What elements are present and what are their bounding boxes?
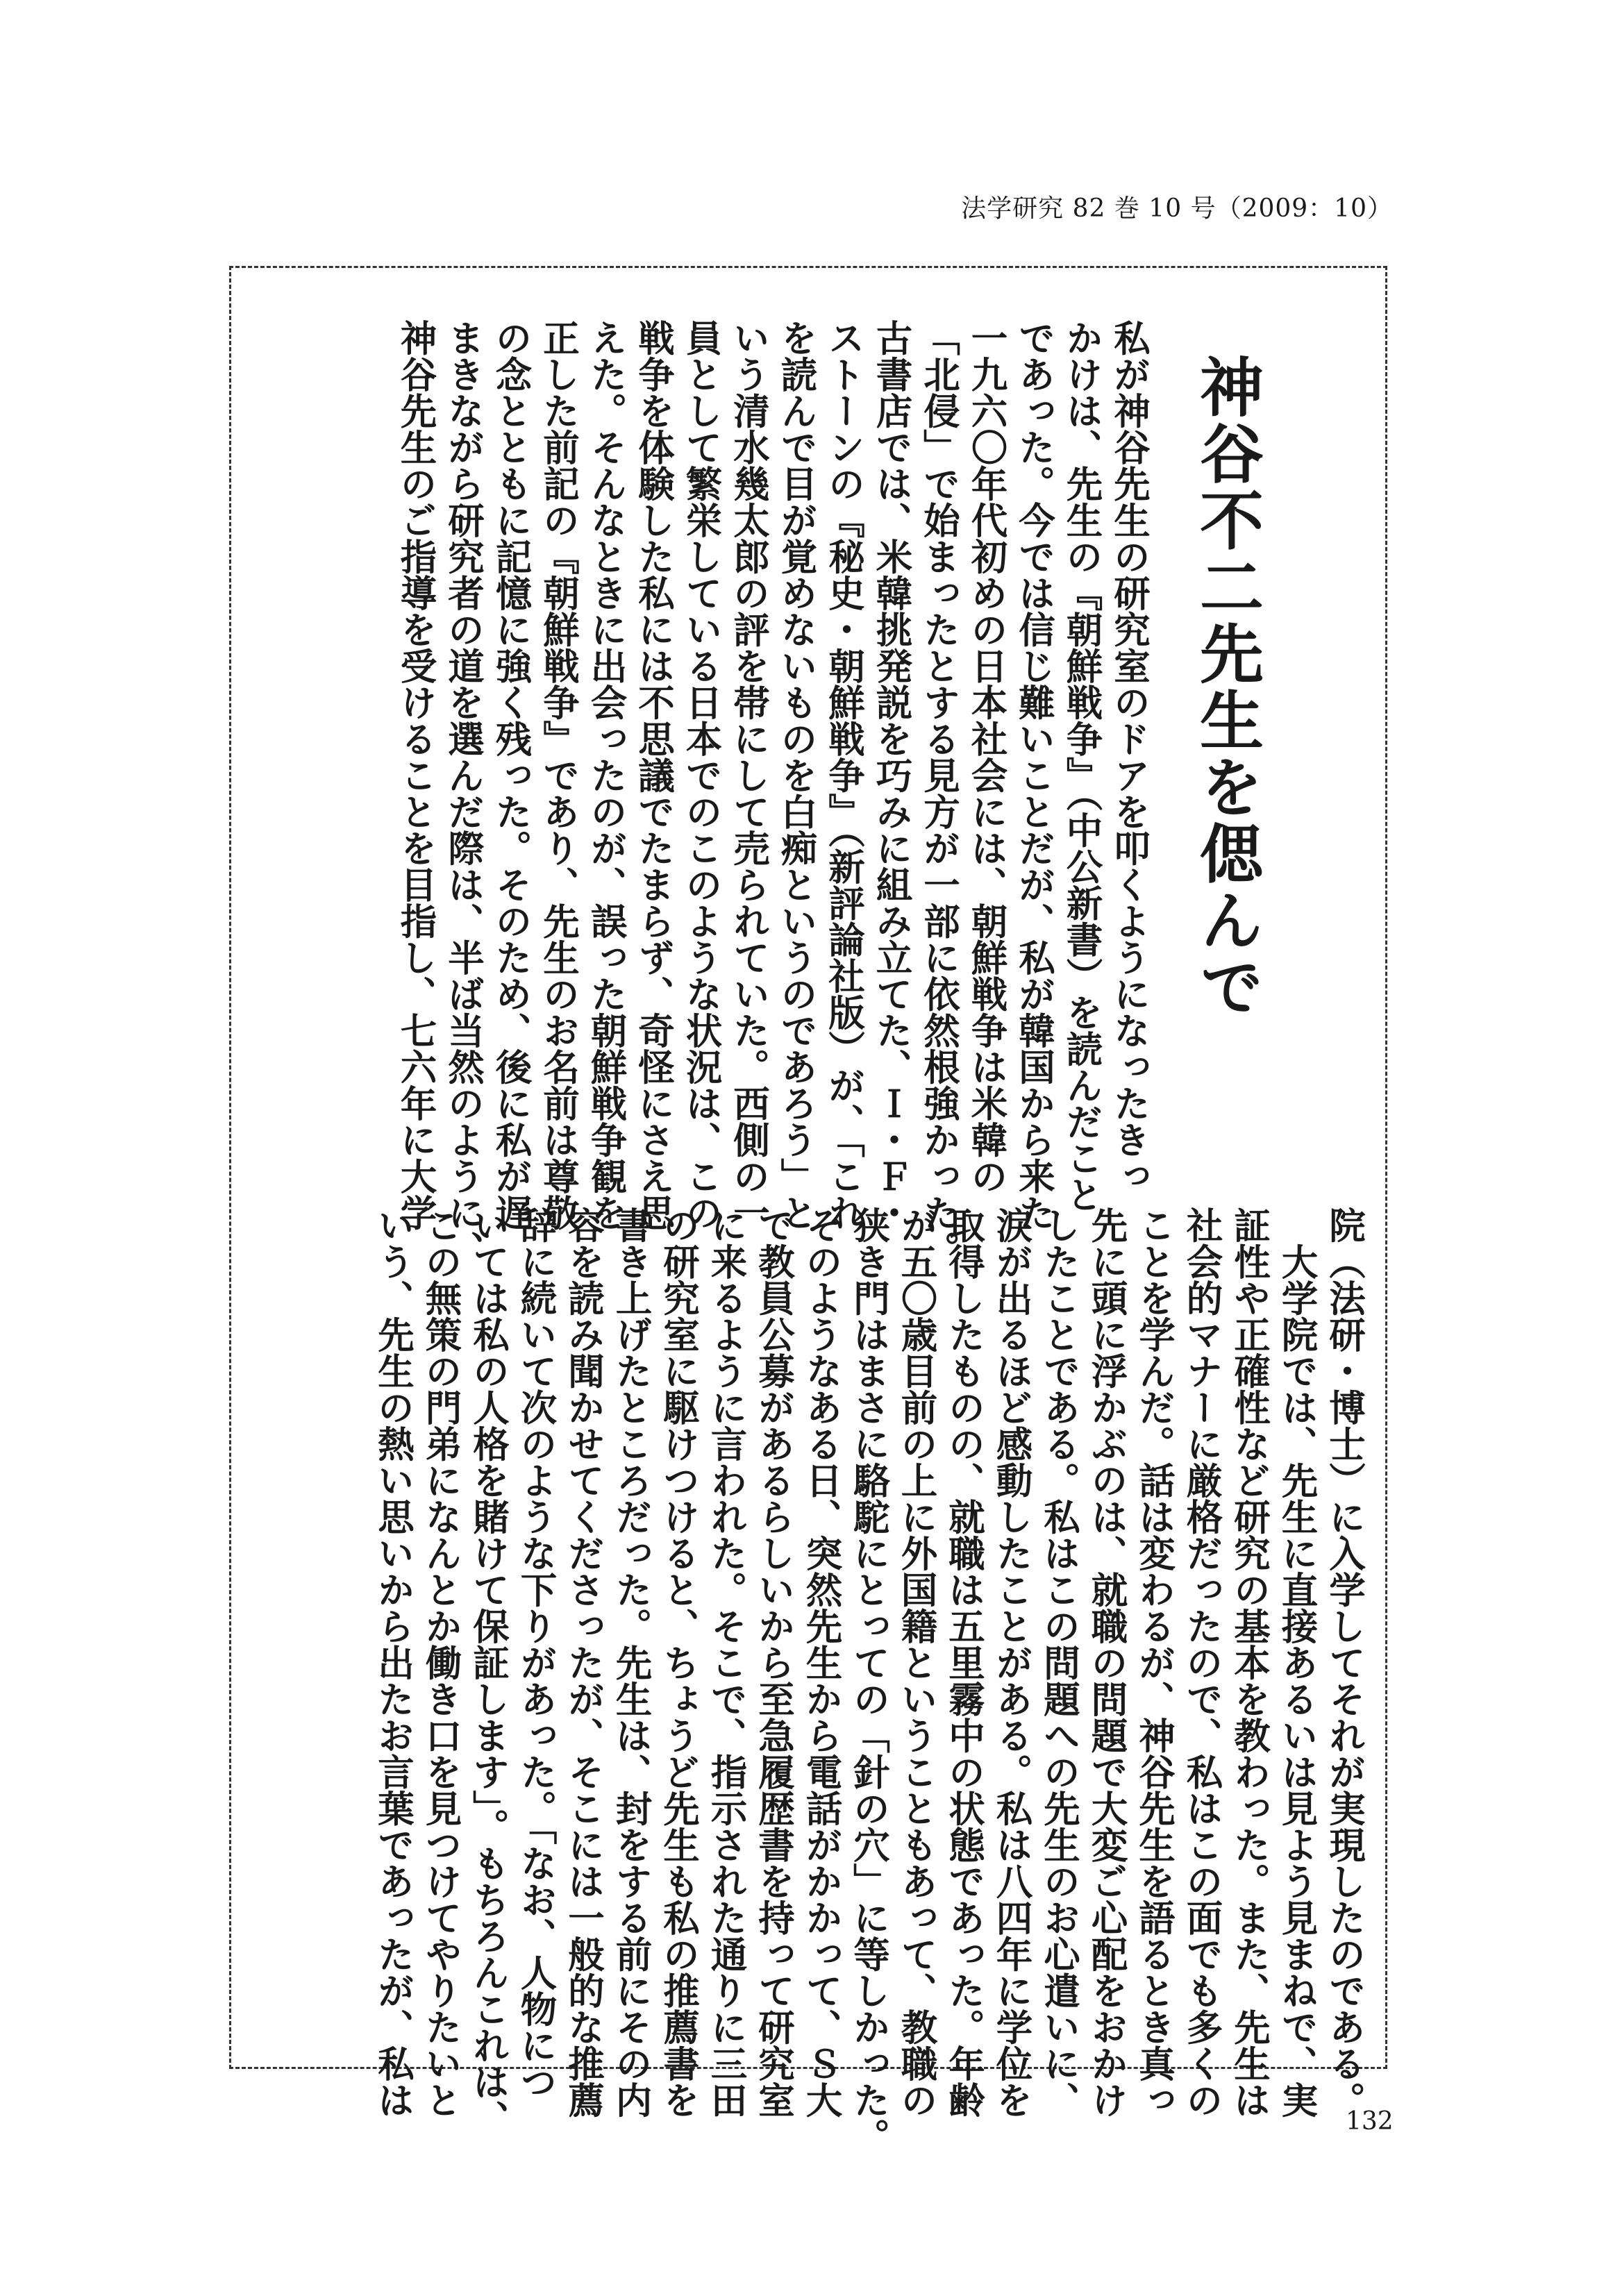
text-column: で教員公募があるらしいから至急履歴書を持って研究室 xyxy=(753,1207,795,2118)
text-column: の研究室に駆けつけると、ちょうど先生も私の推薦書を xyxy=(658,1207,700,2118)
text-column: が五〇歳目前の上に外国籍ということもあって、教職の xyxy=(895,1207,938,2118)
text-column: ストーンの『秘史・朝鮮戦争』（新評論社版）が、「これ xyxy=(823,319,865,1231)
text-column: 員として繁栄している日本でのこのような状況は、この xyxy=(680,319,723,1231)
text-column: ことを学んだ。話は変わるが、神谷先生を語るとき真っ xyxy=(1133,1207,1176,2118)
text-column: 院（法研・博士）に入学してそれが実現したのである。 xyxy=(1323,1207,1366,2118)
text-column: 戦争を体験した私には不思議でたまらず、奇怪にさえ思 xyxy=(633,319,675,1231)
text-column: 取得したものの、就職は五里霧中の状態であった。年齢 xyxy=(943,1207,985,2118)
text-column: 正した前記の『朝鮮戦争』であり、先生のお名前は尊敬 xyxy=(537,319,580,1231)
text-column: そのようなある日、突然先生から電話がかかって、Ｓ大 xyxy=(800,1207,843,2118)
text-column: 書き上げたところだった。先生は、封をする前にその内 xyxy=(610,1207,653,2118)
text-column: 大学院では、先生に直接あるいは見よう見まねで、実 xyxy=(1276,1207,1319,2118)
text-column: 私が神谷先生の研究室のドアを叩くようになったきっ xyxy=(1108,319,1151,1194)
body-upper-block xyxy=(222,319,1153,1267)
text-column: したことである。私はこの問題への先生のお心遣いに、 xyxy=(1038,1207,1080,2118)
journal-header: 法学研究 82 巻 10 号（2009：10） xyxy=(961,194,1393,223)
text-column: 古書店では、米韓挑発説を巧みに組み立てた、Ｉ・Ｆ・ xyxy=(870,319,913,1231)
text-column: 証性や正確性など研究の基本を教わった。また、先生は xyxy=(1228,1207,1271,2118)
text-column: いう、先生の熱い思いから出たお言葉であったが、私は xyxy=(372,1207,415,2118)
text-column: 辞に続いて次のような下りがあった。「なお、人物につ xyxy=(515,1207,558,2100)
text-column: いては私の人格を賭けて保証します」。もちろんこれは、 xyxy=(467,1207,510,2136)
text-column: 一九六〇年代初めの日本社会には、朝鮮戦争は米韓の xyxy=(965,319,1008,1194)
body-lower-block xyxy=(229,1207,1368,2154)
text-column: に来るように言われた。そこで、指示された通りに三田 xyxy=(705,1207,748,2118)
text-column: 狭き門はまさに駱駝にとっての「針の穴」に等しかった。 xyxy=(848,1207,890,2154)
text-column: 社会的マナーに厳格だったので、私はこの面でも多くの xyxy=(1180,1207,1223,2118)
text-column: 先に頭に浮かぶのは、就職の問題で大変ご心配をおかけ xyxy=(1085,1207,1128,2118)
text-column: であった。今では信じ難いことだが、私が韓国から来た xyxy=(1013,319,1055,1231)
page-number: 132 xyxy=(1346,2107,1394,2136)
text-column: を読んで目が覚めないものを白痴というのであろう」と xyxy=(775,319,818,1231)
text-column: この無策の門弟になんとか働き口を見つけてやりたいと xyxy=(419,1207,462,2118)
text-column: 容を読み聞かせてくださったが、そこには一般的な推薦 xyxy=(562,1207,605,2118)
text-column: まきながら研究者の道を選んだ際は、半ば当然のように、 xyxy=(442,319,485,1267)
text-column: 神谷先生のご指導を受けることを目指し、七六年に大学 xyxy=(394,319,437,1231)
text-column: いう清水幾太郎の評を帯にして売られていた。西側の一 xyxy=(728,319,770,1231)
text-column: かけは、先生の『朝鮮戦争』（中公新書）を読んだこと xyxy=(1060,319,1103,1213)
text-column: えた。そんなときに出会ったのが、誤った朝鮮戦争観を xyxy=(585,319,628,1231)
text-column: 涙が出るほど感動したことがある。私は八四年に学位を xyxy=(990,1207,1033,2118)
text-column: の念とともに記憶に強く残った。そのため、後に私が遅 xyxy=(490,319,533,1231)
article-title: 神谷不二先生を偲んで xyxy=(1189,354,1264,1021)
text-column: 「北侵」で始まったとする見方が一部に依然根強かった。 xyxy=(918,319,960,1267)
